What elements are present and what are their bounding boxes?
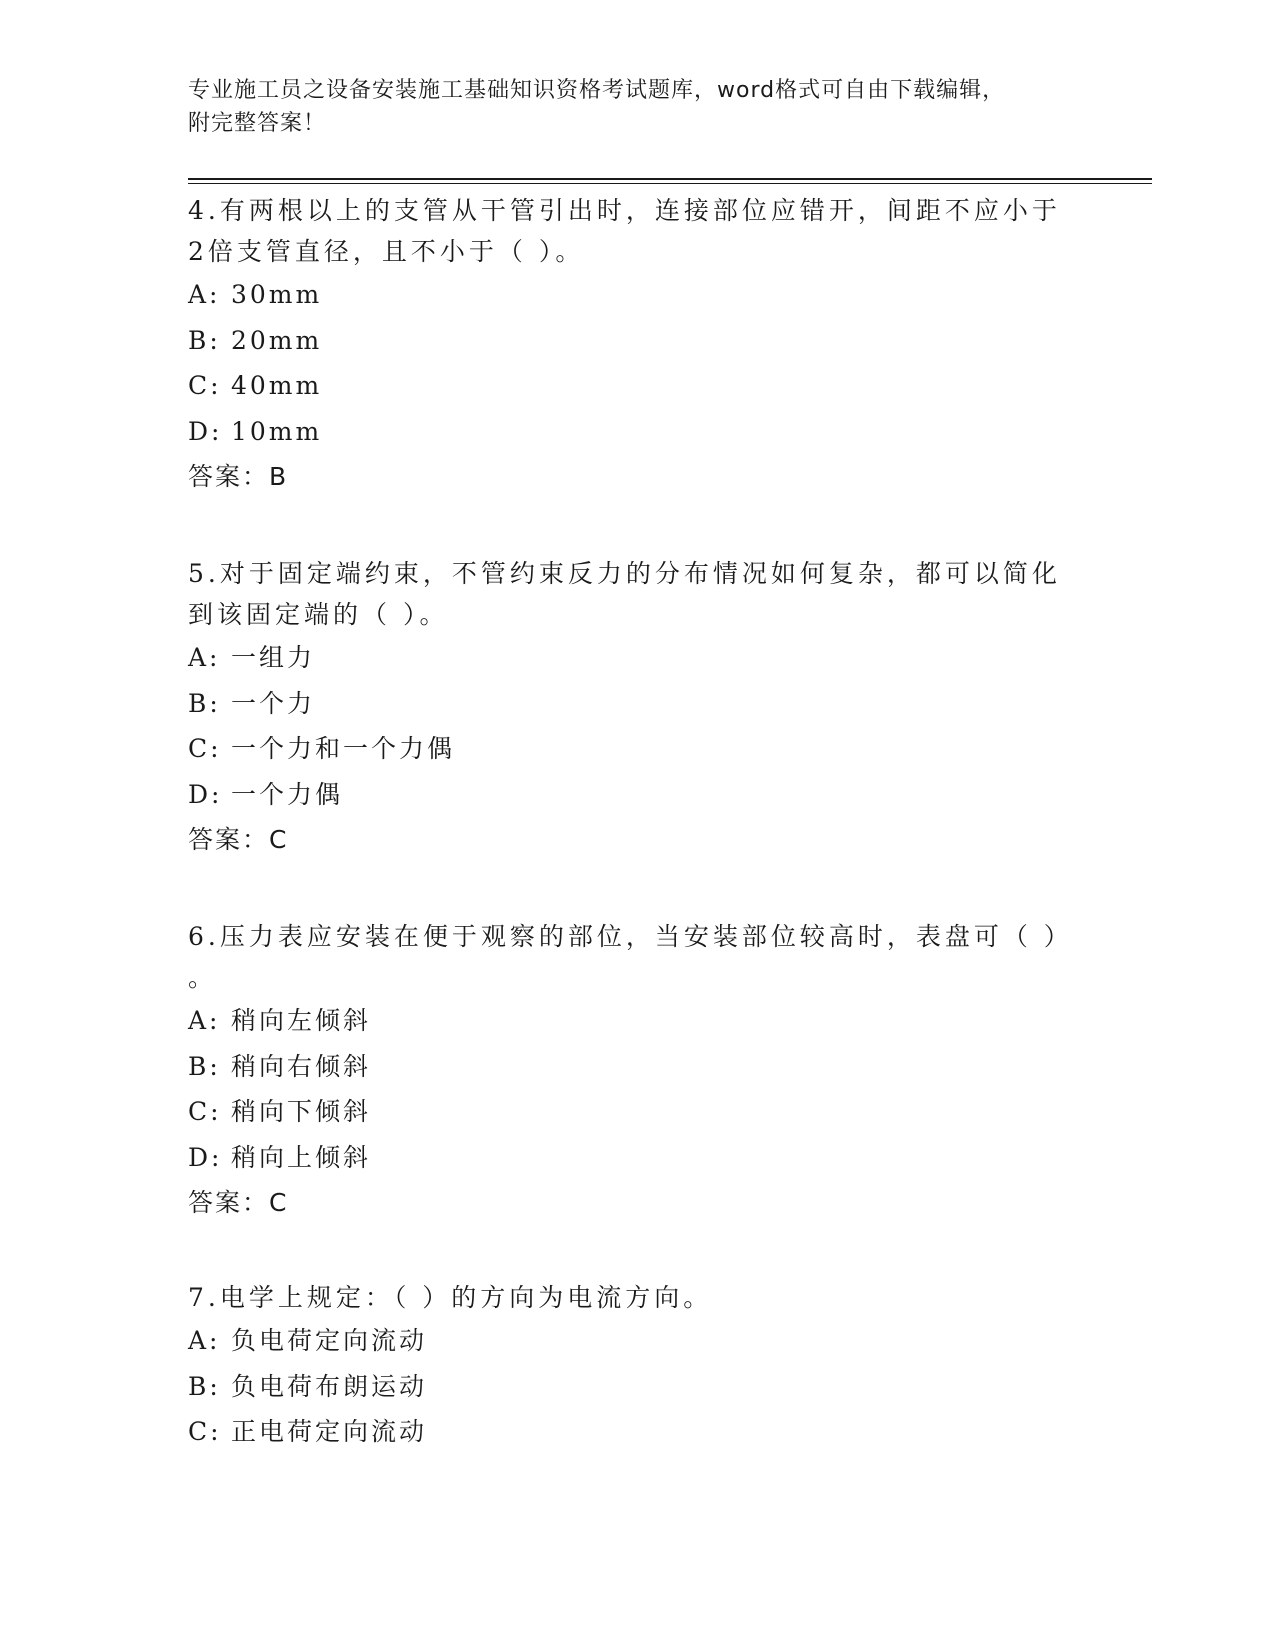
option-text: 负电荷布朗运动 xyxy=(231,1371,428,1401)
option-b xyxy=(188,681,1088,727)
option-key: B: xyxy=(188,325,221,355)
option-text: 稍向右倾斜 xyxy=(231,1051,372,1081)
option-key: A: xyxy=(188,1326,221,1355)
option-text: 正电荷定向流动 xyxy=(231,1417,428,1446)
option-key: B: xyxy=(188,1051,221,1081)
option-c xyxy=(188,726,1088,772)
option-key: C: xyxy=(188,1097,222,1126)
question-stem-line-1: 5.对于固定端约束，不管约束反力的分布情况如何复杂，都可以简化 xyxy=(188,559,1061,588)
option-key: B: xyxy=(188,1371,221,1401)
question-5 xyxy=(188,553,1088,862)
option-a xyxy=(188,635,1088,681)
question-6 xyxy=(188,916,1088,1225)
option-a xyxy=(188,272,1088,318)
option-text: 40mm xyxy=(231,371,323,400)
option-a xyxy=(188,1318,1088,1364)
option-text: 20mm xyxy=(231,325,323,355)
option-b xyxy=(188,318,1088,364)
option-key: D: xyxy=(188,416,223,446)
option-key: B: xyxy=(188,688,221,718)
question-stem-line-1: 7.电学上规定：（ ）的方向为电流方向。 xyxy=(188,1283,713,1312)
header-divider-thin xyxy=(188,183,1152,184)
option-d xyxy=(188,1135,1088,1181)
option-key: A: xyxy=(188,1006,221,1035)
option-text: 一个力偶 xyxy=(231,779,344,809)
option-b xyxy=(188,1044,1088,1090)
answer-label: 答案：C xyxy=(188,825,289,854)
option-text: 负电荷定向流动 xyxy=(231,1326,428,1355)
option-text: 30mm xyxy=(231,280,323,309)
option-d xyxy=(188,409,1088,455)
answer-label: 答案：C xyxy=(188,1188,289,1217)
option-b xyxy=(188,1364,1088,1410)
option-c xyxy=(188,363,1088,409)
option-key: C: xyxy=(188,734,222,763)
option-key: A: xyxy=(188,280,221,309)
question-stem-line-1: 4.有两根以上的支管从干管引出时，连接部位应错开，间距不应小于 xyxy=(188,196,1061,225)
answer-label: 答案：B xyxy=(188,462,289,491)
option-text: 一组力 xyxy=(231,643,316,672)
option-key: D: xyxy=(188,779,223,809)
option-a xyxy=(188,998,1088,1044)
option-c xyxy=(188,1089,1088,1135)
question-stem-line-2: 到该固定端的（ ）。 xyxy=(188,600,449,629)
question-stem-line-1: 6.压力表应安装在便于观察的部位，当安装部位较高时，表盘可（ ） xyxy=(188,922,1073,951)
option-text: 稍向左倾斜 xyxy=(231,1006,372,1035)
option-text: 一个力 xyxy=(231,688,316,718)
question-stem-line-2: 2倍支管直径，且不小于（ ）。 xyxy=(188,237,585,266)
document-header xyxy=(188,74,1068,140)
question-7 xyxy=(188,1277,1088,1455)
option-key: C: xyxy=(188,1417,222,1446)
question-4 xyxy=(188,190,1088,499)
option-key: A: xyxy=(188,643,221,672)
header-title-line-2: 附完整答案！ xyxy=(188,111,327,136)
option-text: 10mm xyxy=(231,416,323,446)
option-c xyxy=(188,1409,1088,1455)
option-d xyxy=(188,772,1088,818)
header-divider-thick xyxy=(188,178,1152,180)
option-text: 稍向下倾斜 xyxy=(231,1097,372,1126)
header-title-line-1: 专业施工员之设备安装施工基础知识资格考试题库，word格式可自由下载编辑， xyxy=(188,78,1006,103)
option-key: D: xyxy=(188,1142,223,1172)
option-key: C: xyxy=(188,371,222,400)
option-text: 稍向上倾斜 xyxy=(231,1142,372,1172)
question-stem-line-2: 。 xyxy=(188,963,218,992)
option-text: 一个力和一个力偶 xyxy=(231,734,456,763)
